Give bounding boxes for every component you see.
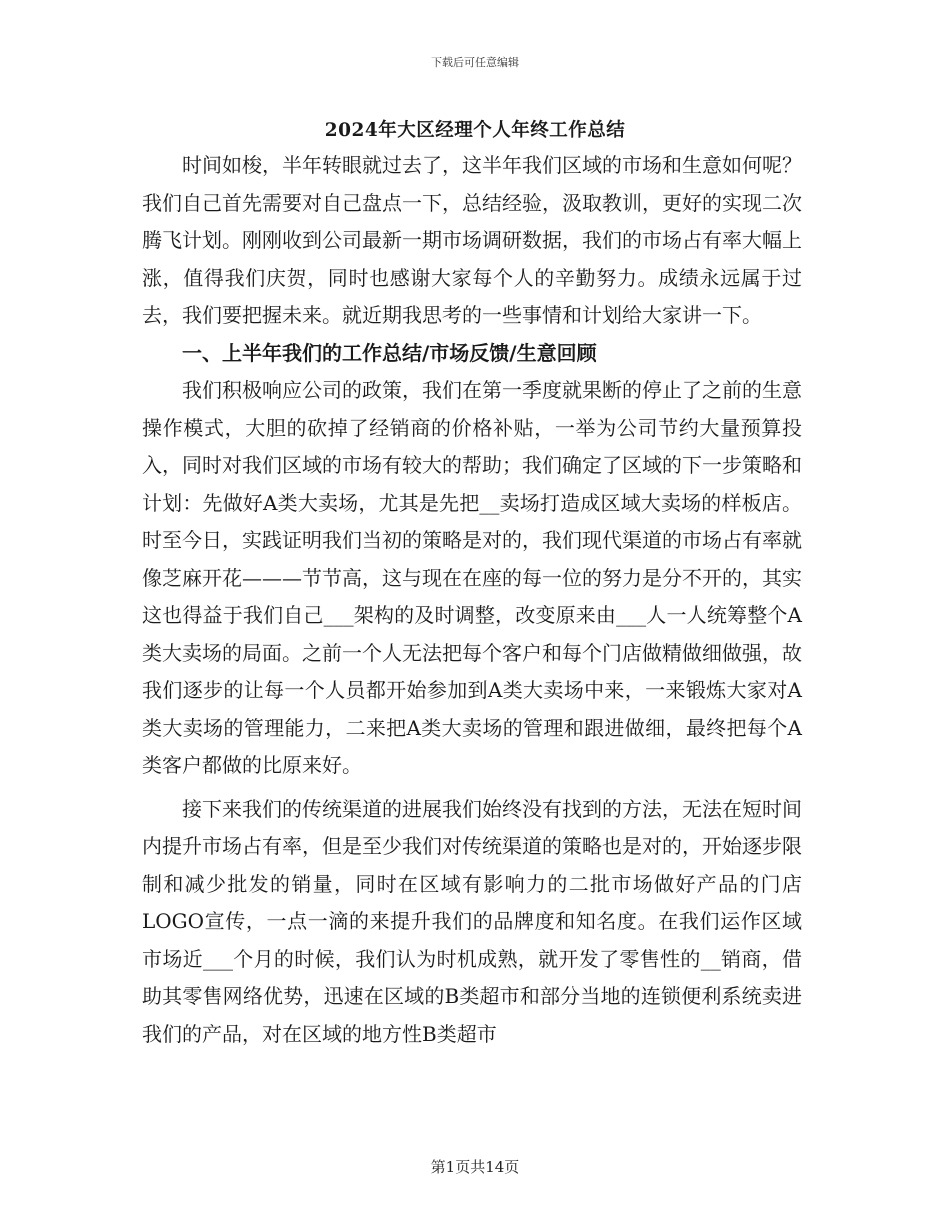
- paragraph-intro: 时间如梭，半年转眼就过去了，这半年我们区域的市场和生意如何呢？我们自己首先需要对自己盘点一下，总结经验，汲取教训，更好的实现二次腾飞计划。刚刚收到公司最新一期市场调研数据，我们的市场占有率大幅上涨，值得我们庆贺，同时也感谢大家每个人的辛勤努力。成绩永远属于过去，我们要把握未来。就近期我思考的一些事情和计划给大家讲一下。: [142, 153, 802, 327]
- paragraph-modern-channel: 我们积极响应公司的政策，我们在第一季度就果断的停止了之前的生意操作模式，大胆的砍掉了经销商的价格补贴，一举为公司节约大量预算投入，同时对我们区域的市场有较大的帮助；我们确定了区域的下一步策略和计划：先做好A类大卖场，尤其是先把__卖场打造成区域大卖场的样板店。时至今日，实践证明我们当初的策略是对的，我们现代渠道的市场占有率就像芝麻开花———节节高，这与现在在座的每一位的努力是分不开的，其实这也得益于我们自己___架构的及时调整，改变原来由___人一人统筹整个A类大卖场的局面。之前一个人无法把每个客户和每个门店做精做细做强，故我们逐步的让每一个人员都开始参加到A类大卖场中来，一来锻炼大家对A类大卖场的管理能力，二来把A类大卖场的管理和跟进做细，最终把每个A类客户都做的比原来好。: [142, 378, 802, 777]
- page-header: 下载后可任意编辑: [431, 56, 519, 69]
- section-heading-1: 一、上半年我们的工作总结/市场反馈/生意回顾: [182, 340, 597, 365]
- document-title: 2024年大区经理个人年终工作总结: [324, 120, 626, 141]
- document-body: [142, 147, 802, 1053]
- paragraph-traditional-channel: 接下来我们的传统渠道的进展我们始终没有找到的方法，无法在短时间内提升市场占有率，但是至少我们对传统渠道的策略也是对的，开始逐步限制和减少批发的销量，同时在区域有影响力的二批市场做好产品的门店LOGO宣传，一点一滴的来提升我们的品牌度和知名度。在我们运作区域市场近___个月的时候，我们认为时机成熟，就开发了零售性的__销商，借助其零售网络优势，迅速在区域的B类超市和部分当地的连锁便利系统卖进我们的产品，对在区域的地方性B类超市: [142, 796, 802, 1046]
- page-footer: 第1页共14页: [430, 1158, 520, 1176]
